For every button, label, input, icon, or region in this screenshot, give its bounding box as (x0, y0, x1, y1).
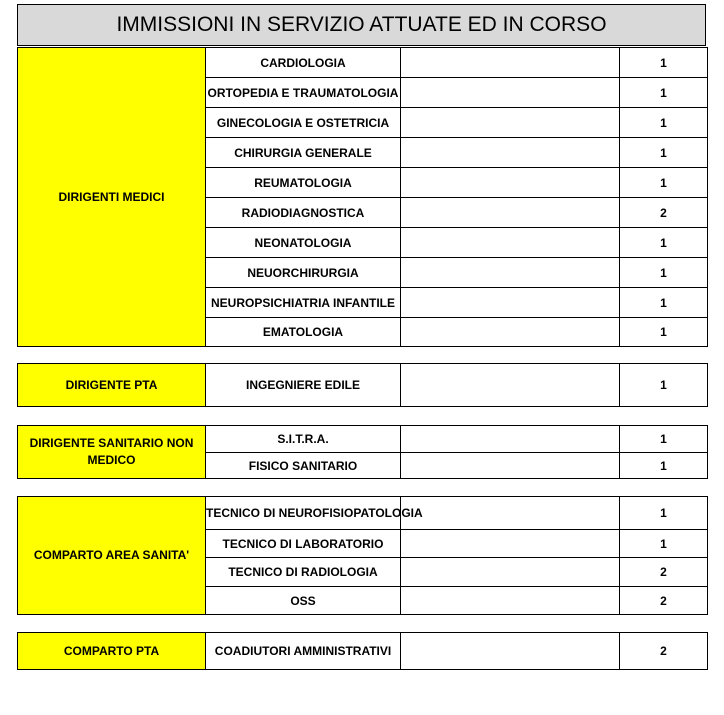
specialty-cell: INGEGNIERE EDILE (206, 364, 401, 407)
count-cell: 1 (620, 364, 708, 407)
specialty-cell: NEUROPSICHIATRIA INFANTILE (206, 288, 401, 318)
specialty-cell: TECNICO DI LABORATORIO (206, 530, 401, 558)
specialty-cell: OSS (206, 587, 401, 615)
specialty-cell: REUMATOLOGIA (206, 168, 401, 198)
count-cell: 1 (620, 48, 708, 78)
count-cell: 1 (620, 108, 708, 138)
table-row (18, 497, 708, 530)
value-cell (401, 258, 620, 288)
count-cell: 1 (620, 426, 708, 453)
value-cell (401, 364, 620, 407)
specialty-cell: GINECOLOGIA E OSTETRICIA (206, 108, 401, 138)
value-cell (401, 48, 620, 78)
count-cell: 1 (620, 258, 708, 288)
count-cell: 1 (620, 288, 708, 318)
table-dirigente-sanitario (17, 425, 708, 479)
value-cell (401, 426, 620, 453)
specialty-cell: CARDIOLOGIA (206, 48, 401, 78)
value-cell (401, 530, 620, 558)
table-row (18, 364, 708, 407)
value-cell (401, 78, 620, 108)
value-cell (401, 558, 620, 587)
specialty-cell: FISICO SANITARIO (206, 453, 401, 479)
count-cell: 1 (620, 138, 708, 168)
specialty-cell: EMATOLOGIA (206, 318, 401, 347)
specialty-cell: ORTOPEDIA E TRAUMATOLOGIA (206, 78, 401, 108)
count-cell: 1 (620, 168, 708, 198)
category-label: DIRIGENTE SANITARIO NON MEDICO (18, 426, 206, 479)
value-cell (401, 587, 620, 615)
count-cell: 2 (620, 633, 708, 670)
specialty-cell: CHIRURGIA GENERALE (206, 138, 401, 168)
value-cell (401, 228, 620, 258)
count-cell: 1 (620, 530, 708, 558)
specialty-cell: S.I.T.R.A. (206, 426, 401, 453)
specialty-cell: RADIODIAGNOSTICA (206, 198, 401, 228)
value-cell (401, 168, 620, 198)
specialty-cell: TECNICO DI NEUROFISIOPATOLOGIA (206, 497, 401, 530)
table-row (18, 633, 708, 670)
value-cell (401, 138, 620, 168)
category-label: DIRIGENTE PTA (18, 364, 206, 407)
count-cell: 1 (620, 453, 708, 479)
specialty-cell: TECNICO DI RADIOLOGIA (206, 558, 401, 587)
specialty-cell: COADIUTORI AMMINISTRATIVI (206, 633, 401, 670)
count-cell: 1 (620, 228, 708, 258)
category-label: COMPARTO PTA (18, 633, 206, 670)
table-dirigenti-medici (17, 47, 708, 347)
count-cell: 1 (620, 497, 708, 530)
count-cell: 2 (620, 198, 708, 228)
value-cell (401, 288, 620, 318)
specialty-cell: NEUORCHIRURGIA (206, 258, 401, 288)
value-cell (401, 318, 620, 347)
category-label: DIRIGENTI MEDICI (18, 48, 206, 347)
specialty-cell: NEONATOLOGIA (206, 228, 401, 258)
count-cell: 2 (620, 558, 708, 587)
count-cell: 1 (620, 78, 708, 108)
value-cell (401, 633, 620, 670)
value-cell (401, 198, 620, 228)
category-label: COMPARTO AREA SANITA' (18, 497, 206, 615)
table-dirigente-pta (17, 363, 708, 407)
value-cell (401, 108, 620, 138)
value-cell (401, 453, 620, 479)
count-cell: 1 (620, 318, 708, 347)
page-title: IMMISSIONI IN SERVIZIO ATTUATE ED IN CORSO (17, 4, 706, 46)
table-comparto-pta (17, 632, 708, 670)
table-comparto-area-sanita (17, 496, 708, 615)
table-row (18, 426, 708, 453)
table-row (18, 48, 708, 78)
value-cell (401, 497, 620, 530)
count-cell: 2 (620, 587, 708, 615)
